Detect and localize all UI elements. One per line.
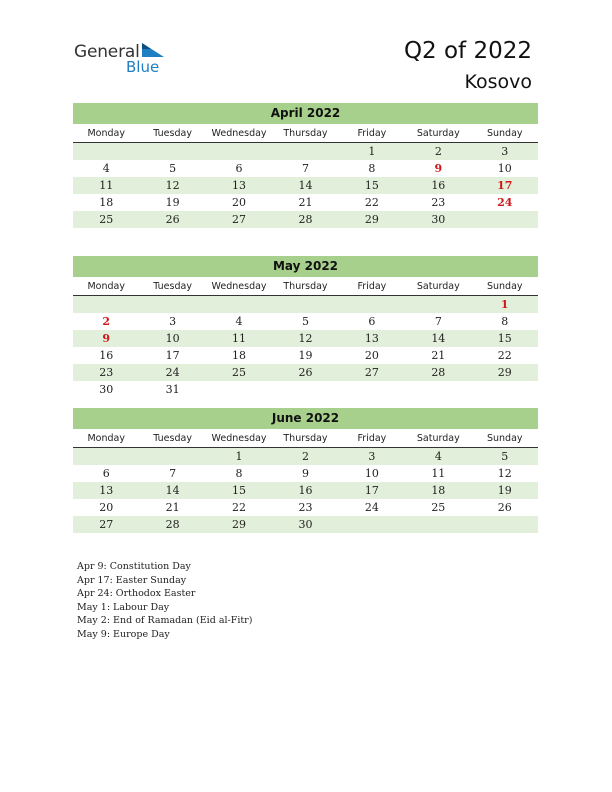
week-row [73,194,538,211]
day-cell [472,381,538,398]
month-title: April 2022 [73,103,538,124]
day-cell: 21 [298,196,313,209]
weekday-label: Sunday [486,433,523,444]
day-cell: 8 [368,162,376,175]
week-row [73,465,538,482]
day-cell: 25 [431,501,446,514]
day-cell [139,143,205,160]
day-cell: 26 [165,213,180,226]
weekday-label: Tuesday [153,433,192,444]
day-cell: 15 [232,484,247,497]
holiday-note: May 9: Europe Day [77,628,170,640]
day-cell: 31 [165,383,180,396]
day-cell [272,296,338,313]
day-cell: 8 [501,315,509,328]
weekday-label: Saturday [416,281,460,292]
day-cell: 16 [99,349,114,362]
day-cell [73,296,139,313]
weekday-label: Monday [87,281,125,292]
logo-flag-icon [142,43,164,59]
holiday-day-cell: 9 [102,332,111,345]
day-cell: 12 [165,179,180,192]
day-cell: 3 [368,450,376,463]
holiday-day-cell: 9 [434,162,443,175]
day-cell: 10 [165,332,180,345]
day-cell: 11 [99,179,114,192]
day-cell: 7 [434,315,442,328]
day-cell: 29 [364,213,379,226]
weekday-label: Friday [357,433,387,444]
day-cell: 16 [298,484,313,497]
weekday-label: Thursday [283,433,328,444]
week-row [73,160,538,177]
day-cell [405,296,471,313]
country-name: Kosovo [464,71,532,93]
week-row [73,448,538,465]
day-cell: 4 [235,315,243,328]
day-cell: 12 [497,467,512,480]
holiday-note: Apr 24: Orthodox Easter [77,588,196,599]
day-cell: 28 [165,518,180,531]
logo-text-general: General [74,42,140,62]
day-cell: 13 [99,484,114,497]
weekday-header-row [73,278,538,296]
weekday-header-row [73,430,538,448]
day-cell: 20 [99,501,114,514]
day-cell: 5 [501,450,509,463]
day-cell: 30 [99,383,114,396]
week-row [73,330,538,347]
day-cell: 5 [169,162,177,175]
day-cell: 10 [364,467,379,480]
day-cell: 6 [102,467,110,480]
day-cell: 14 [431,332,446,345]
day-cell: 26 [298,366,313,379]
month-calendar [73,408,538,533]
logo-text-blue: Blue [126,58,160,76]
day-cell: 25 [99,213,114,226]
day-cell: 22 [364,196,379,209]
week-row [73,347,538,364]
month-title: May 2022 [73,256,538,277]
week-row [73,381,538,398]
holiday-note: Apr 17: Easter Sunday [77,574,187,586]
week-row [73,211,538,228]
weekday-label: Monday [87,128,125,139]
day-cell: 8 [235,467,243,480]
day-cell: 20 [232,196,247,209]
day-cell [139,448,205,465]
holiday-note: May 1: Labour Day [77,601,170,613]
holiday-note: May 2: End of Ramadan (Eid al-Fitr) [77,615,253,626]
holiday-day-cell: 1 [500,298,509,311]
day-cell: 7 [301,162,309,175]
day-cell: 20 [364,349,379,362]
day-cell: 1 [368,145,376,158]
day-cell: 29 [497,366,512,379]
day-cell: 9 [301,467,309,480]
day-cell [339,381,405,398]
day-cell: 1 [235,450,243,463]
day-cell [405,381,471,398]
day-cell: 21 [431,349,446,362]
day-cell [206,381,272,398]
holiday-day-cell: 24 [497,196,513,209]
day-cell: 19 [165,196,180,209]
weekday-label: Tuesday [153,128,192,139]
weekday-label: Saturday [416,128,460,139]
day-cell: 16 [431,179,446,192]
day-cell: 24 [364,501,379,514]
day-cell: 14 [298,179,313,192]
day-cell: 26 [497,501,512,514]
day-cell: 28 [431,366,446,379]
month-calendar [73,103,538,228]
day-cell: 27 [99,518,114,531]
day-cell: 10 [497,162,512,175]
week-row [73,482,538,499]
day-cell: 17 [165,349,180,362]
day-cell: 17 [364,484,379,497]
page-title: Q2 of 2022 [403,38,532,64]
day-cell: 18 [232,349,247,362]
day-cell: 22 [232,501,247,514]
week-row [73,313,538,330]
day-cell: 5 [301,315,309,328]
day-cell: 25 [232,366,247,379]
weekday-label: Thursday [283,128,328,139]
day-cell: 23 [298,501,313,514]
day-cell: 6 [235,162,243,175]
day-cell: 19 [497,484,512,497]
weekday-label: Wednesday [211,433,267,444]
day-cell: 23 [99,366,114,379]
day-cell: 19 [298,349,313,362]
day-cell: 24 [165,366,180,379]
weekday-label: Thursday [283,281,328,292]
weekday-label: Sunday [486,281,523,292]
day-cell [272,143,338,160]
day-cell [339,296,405,313]
day-cell: 13 [364,332,379,345]
day-cell: 3 [169,315,177,328]
day-cell: 2 [301,450,309,463]
day-cell: 3 [501,145,509,158]
day-cell [73,143,139,160]
weekday-label: Tuesday [153,281,192,292]
month-title: June 2022 [73,408,538,429]
day-cell: 11 [232,332,247,345]
day-cell: 7 [169,467,177,480]
day-cell [405,516,471,533]
day-cell [206,296,272,313]
day-cell [73,448,139,465]
weekday-label: Wednesday [211,128,267,139]
day-cell: 11 [431,467,446,480]
day-cell: 15 [364,179,379,192]
day-cell: 30 [298,518,313,531]
week-row [73,143,538,160]
day-cell: 28 [298,213,313,226]
day-cell: 15 [497,332,512,345]
day-cell: 12 [298,332,313,345]
day-cell [339,516,405,533]
holiday-note: Apr 9: Constitution Day [77,561,191,572]
holiday-notes [77,560,252,641]
holiday-day-cell: 2 [102,315,111,328]
weekday-label: Friday [357,281,387,292]
day-cell [472,516,538,533]
month-calendar [73,256,538,398]
day-cell: 14 [165,484,180,497]
week-row [73,499,538,516]
day-cell: 6 [368,315,376,328]
week-row [73,177,538,194]
day-cell: 30 [431,213,446,226]
weekday-label: Monday [87,433,125,444]
weekday-label: Sunday [486,128,523,139]
day-cell: 4 [102,162,110,175]
day-cell [139,296,205,313]
day-cell: 23 [431,196,446,209]
weekday-label: Friday [357,128,387,139]
holiday-day-cell: 17 [497,179,513,192]
week-row [73,364,538,381]
day-cell: 4 [434,450,442,463]
week-row [73,296,538,313]
day-cell: 22 [497,349,512,362]
day-cell: 18 [99,196,114,209]
weekday-label: Wednesday [211,281,267,292]
weekday-label: Saturday [416,433,460,444]
day-cell: 2 [434,145,442,158]
generalblue-logo [74,42,174,78]
day-cell: 27 [364,366,379,379]
weekday-header-row [73,125,538,143]
day-cell: 18 [431,484,446,497]
day-cell [472,211,538,228]
week-row [73,516,538,533]
day-cell: 29 [232,518,247,531]
day-cell [206,143,272,160]
day-cell: 27 [232,213,247,226]
day-cell: 13 [232,179,247,192]
day-cell [272,381,338,398]
day-cell: 21 [165,501,180,514]
